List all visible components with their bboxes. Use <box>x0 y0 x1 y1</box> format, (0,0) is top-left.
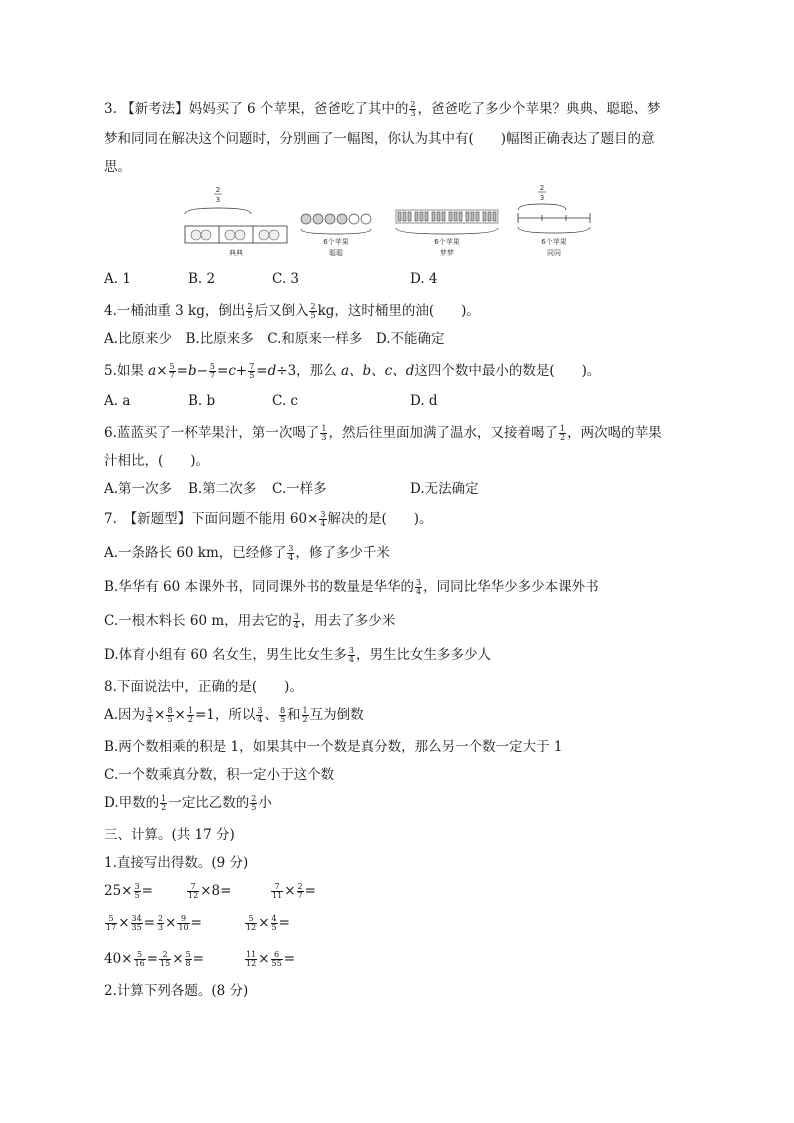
q4-frac2: $\frac{2}{5}$ <box>310 302 316 320</box>
q5-frac2: $\frac{5}{7}$ <box>209 362 216 380</box>
calc-2-2: $\frac{2}{3}$ × $\frac{9}{10}$ = <box>158 914 202 932</box>
q5-options <box>104 390 438 412</box>
q3-tag: 【新考法】 <box>121 101 189 117</box>
q8-option-c: C.一个数乘真分数，积一定小于这个数 <box>104 767 335 783</box>
q3-line3: 思。 <box>104 159 131 175</box>
q8-question: 8.下面说法中，正确的是( )。 <box>104 679 303 695</box>
fig4-top: 6个苹果 <box>541 238 567 246</box>
calc-3-3: $\frac{11}{12}$ × $\frac{6}{55}$ = <box>246 950 295 968</box>
q5-frac3: $\frac{7}{5}$ <box>249 362 255 380</box>
q3-number: 3. <box>104 101 117 117</box>
q6-options <box>104 478 479 500</box>
q3-line2: 梦和同同在解决这个问题时，分别画了一幅图，你认为其中有( )幅图正确表达了题目的意 <box>104 131 655 147</box>
q3-figures-svg <box>180 182 610 262</box>
q3-options <box>104 268 438 290</box>
calc-2-1: $\frac{5}{17}$ × $\frac{34}{35}$ = <box>106 914 155 932</box>
calc-2-3: $\frac{5}{12}$ × $\frac{4}{5}$ = <box>246 914 290 932</box>
q7-question: 7. 【新题型】下面问题不能用 60× $\frac{3}{4}$ 解决的是( )。 <box>104 510 433 528</box>
q3-option-c: C. 3 <box>272 271 300 287</box>
calc-row-1 <box>104 880 316 902</box>
q6-question: 6.蓝蓝买了一杯苹果汁，第一次喝了 $\frac{1}{3}$ ，然后往里面加满了温水，又接着喝了 $\frac{1}{2}$ ，两次喝的苹果 <box>104 424 662 442</box>
q3-option-d: D. 4 <box>410 271 438 287</box>
q4-frac1: $\frac{2}{5}$ <box>247 302 253 320</box>
calc-3-1: 40× $\frac{5}{16}$ = <box>104 950 158 968</box>
q7-option-c: C.一根木料长 60 m，用去它的 $\frac{3}{4}$ ，用去了多少米 <box>104 612 396 630</box>
calc-1-1: 25× $\frac{3}{5}$ = <box>104 882 153 900</box>
fig4-caption: 同同 <box>547 249 561 257</box>
calc-1-3: $\frac{7}{11}$ × $\frac{2}{7}$ = <box>272 882 316 900</box>
q7-option-a: A.一条路长 60 km，已经修了 $\frac{3}{4}$ ，修了多少千米 <box>104 544 390 562</box>
q6-option-d: D.无法确定 <box>410 481 479 497</box>
q3-figures <box>180 182 610 262</box>
fig1-caption: 典典 <box>229 249 243 257</box>
section3-title: 三、计算。(共 17 分) <box>104 827 235 843</box>
calc-1-2: $\frac{7}{12}$ ×8= <box>188 882 232 900</box>
calc-row-3 <box>104 948 295 970</box>
q5-question: 5.如果 a× $\frac{5}{7}$ =b− $\frac{5}{7}$ =c+ $\frac{7}{5}$ =d÷3，那么 a、b、c、d这四个数中最小的数是( )。 <box>104 362 601 380</box>
q3-fraction: $\frac{2}{3}$ <box>410 100 416 118</box>
fig4-frac-n: 2 <box>539 184 545 192</box>
figure-tongtong <box>518 184 590 257</box>
fig4-frac-d: 3 <box>539 194 545 202</box>
q6-line2: 汁相比，( )。 <box>104 453 210 469</box>
calc-row-2 <box>104 912 290 934</box>
q8-option-d: D.甲数的 $\frac{1}{2}$ 一定比乙数的 $\frac{2}{5}$ 小 <box>104 794 272 812</box>
figure-diandian <box>185 186 287 257</box>
fig3-caption: 梦梦 <box>440 249 454 257</box>
q7-option-b: B.华华有 60 本课外书，同同课外书的数量是华华的 $\frac{3}{4}$ ，同同比华华少多少本课外书 <box>104 578 599 596</box>
q3-text-a: 妈妈买了 6 个苹果，爸爸吃了其中的 <box>188 101 409 117</box>
figure-mengmeng <box>396 210 498 257</box>
q7-frac: $\frac{3}{4}$ <box>320 510 326 528</box>
fig1-frac-d: 3 <box>215 196 221 204</box>
q6-frac2: $\frac{1}{2}$ <box>559 424 566 442</box>
q4-question: 4.一桶油重 3 kg，倒出 $\frac{2}{5}$ 后又倒入 $\frac{2}{5}$ kg，这时桶里的油( )。 <box>104 302 480 320</box>
q4-options: A.比原来少 B.比原来多 C.和原来一样多 D.不能确定 <box>104 331 445 347</box>
fig3-top: 6个苹果 <box>434 238 460 246</box>
q5-option-c: C. c <box>272 393 298 409</box>
q3-text-b: ，爸爸吃了多少个苹果？典典、聪聪、梦 <box>417 101 661 117</box>
fig2-top: 6个苹果 <box>323 238 349 246</box>
q8-option-b: B.两个数相乘的积是 1，如果其中一个数是真分数，那么另一个数一定大于 1 <box>104 739 563 755</box>
q6-frac1: $\frac{1}{3}$ <box>321 424 327 442</box>
q8-option-a: A.因为 $\frac{3}{4}$ × $\frac{8}{5}$ × $\frac{1}{2}$ =1，所以 $\frac{3}{4}$ 、 $\frac{8}{5}$ 和 $\frac{1}{2}$ 互为倒数 <box>104 706 364 724</box>
q6-option-b: B.第二次多 <box>188 481 257 497</box>
calc-3-2: $\frac{2}{15}$ × $\frac{5}{8}$ = <box>160 950 204 968</box>
fig1-frac-n: 2 <box>215 186 221 194</box>
q3-option-b: B. 2 <box>188 271 216 287</box>
q6-option-c: C.一样多 <box>272 481 327 497</box>
q6-option-a: A.第一次多 <box>104 481 173 497</box>
figure-congcong <box>301 214 371 257</box>
q5-frac1: $\frac{5}{7}$ <box>169 362 175 380</box>
q5-option-b: B. b <box>188 393 216 409</box>
q5-option-a: A. a <box>104 393 131 409</box>
section3-part2-title: 2.计算下列各题。(8 分) <box>104 983 249 999</box>
q7-option-d: D.体育小组有 60 名女生，男生比女生多 $\frac{3}{4}$ ，男生比女生多多少人 <box>104 646 491 664</box>
q3-line1 <box>104 98 660 120</box>
section3-part1-title: 1.直接写出得数。(9 分) <box>104 855 249 871</box>
fig2-caption: 聪聪 <box>329 249 343 257</box>
q5-option-d: D. d <box>410 393 438 409</box>
q3-option-a: A. 1 <box>104 271 131 287</box>
